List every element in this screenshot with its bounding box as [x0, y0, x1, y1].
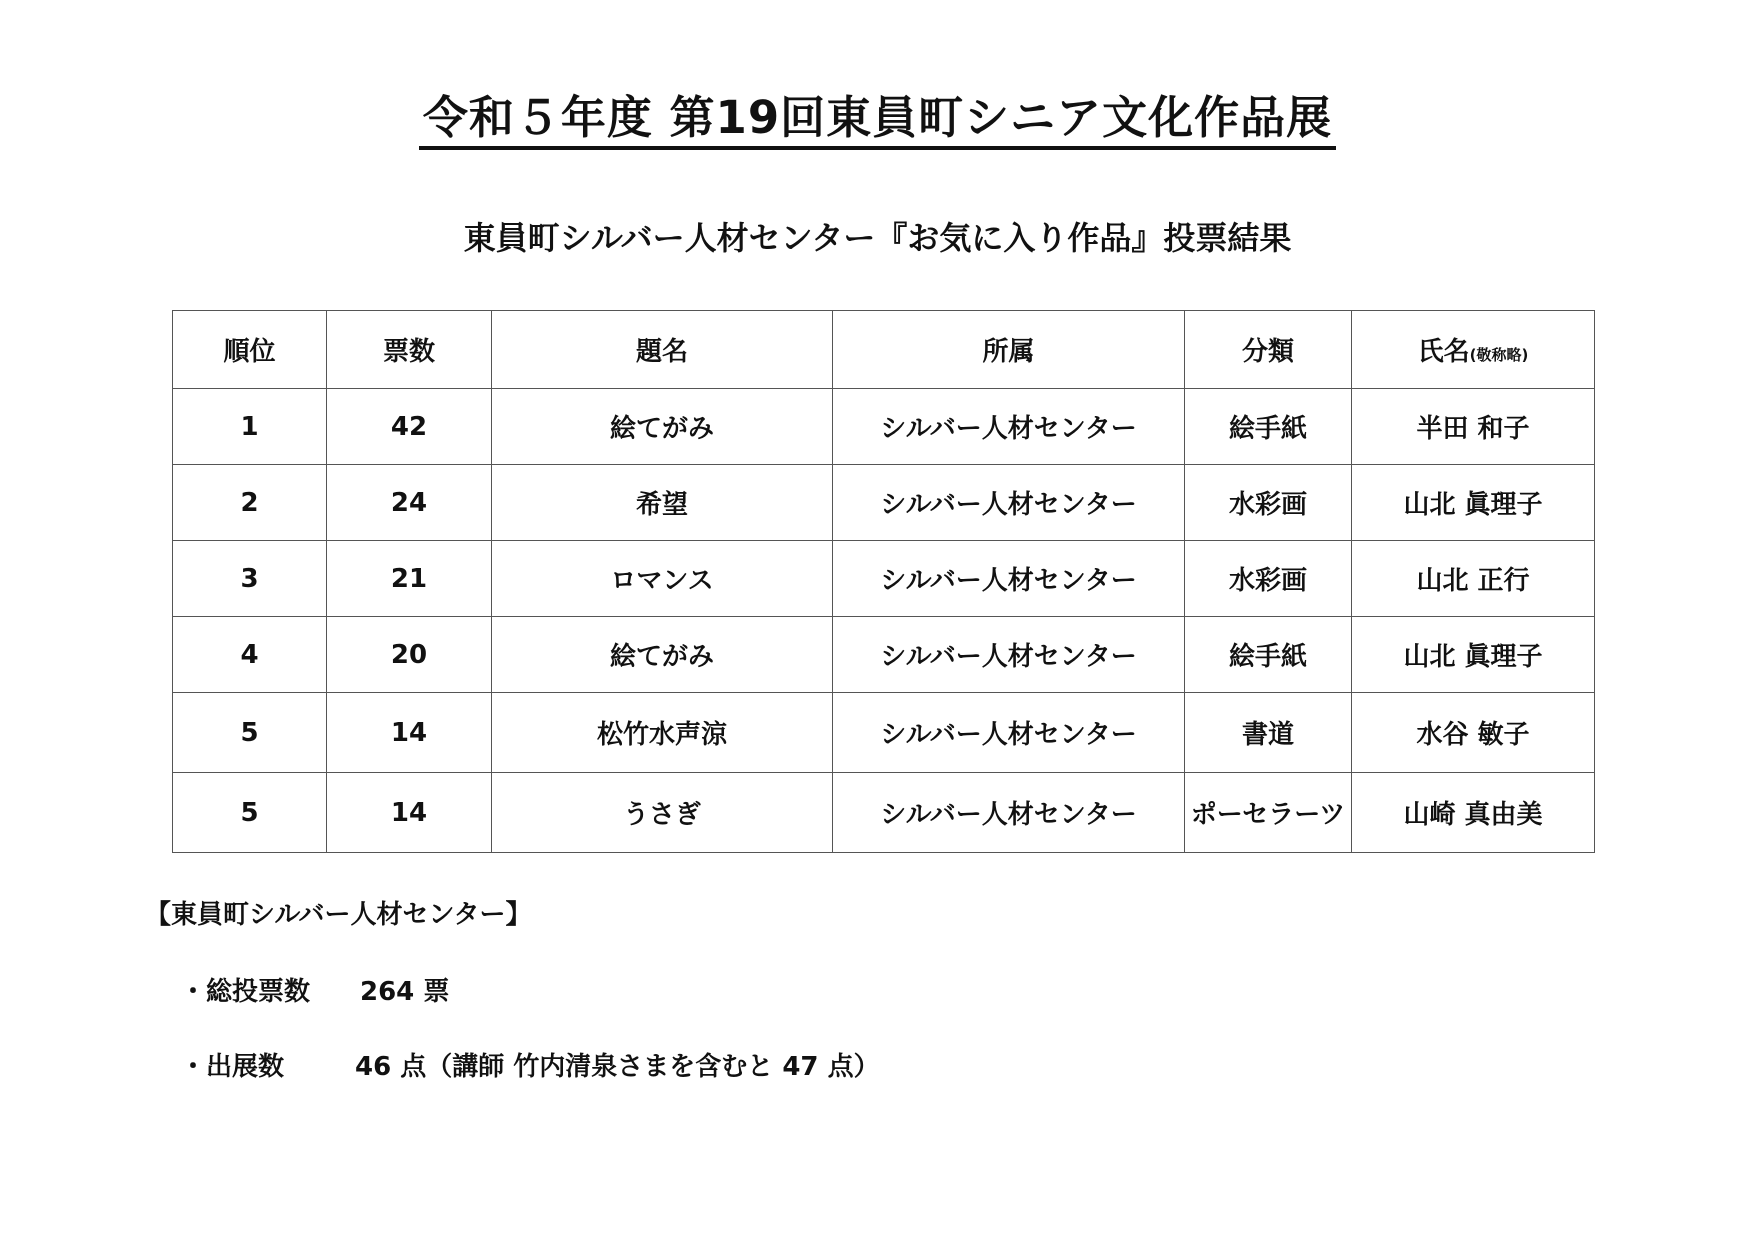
- cell-name: 山北 正行: [1352, 541, 1595, 617]
- cell-votes: 42: [327, 389, 492, 465]
- header-name: [1352, 311, 1595, 389]
- cell-work-title: 絵てがみ: [492, 389, 833, 465]
- cell-affiliation: シルバー人材センター: [833, 617, 1185, 693]
- results-table: [172, 310, 1595, 853]
- cell-affiliation: シルバー人材センター: [833, 465, 1185, 541]
- table-row: [173, 773, 1595, 853]
- cell-votes: 21: [327, 541, 492, 617]
- exhibits-label: ・出展数: [180, 1052, 285, 1082]
- cell-work-title: 松竹水声涼: [492, 693, 833, 773]
- cell-votes: 24: [327, 465, 492, 541]
- cell-name: 山崎 真由美: [1352, 773, 1595, 853]
- header-affiliation: 所属: [833, 311, 1185, 389]
- cell-rank: 5: [173, 693, 327, 773]
- cell-work-title: ロマンス: [492, 541, 833, 617]
- cell-category: 水彩画: [1185, 465, 1352, 541]
- cell-rank: 5: [173, 773, 327, 853]
- cell-affiliation: シルバー人材センター: [833, 389, 1185, 465]
- cell-affiliation: シルバー人材センター: [833, 541, 1185, 617]
- cell-name: 山北 眞理子: [1352, 617, 1595, 693]
- cell-name: 水谷 敏子: [1352, 693, 1595, 773]
- cell-name: 山北 眞理子: [1352, 465, 1595, 541]
- cell-work-title: 希望: [492, 465, 833, 541]
- header-work-title: 題名: [492, 311, 833, 389]
- page-title: 令和５年度 第19回東員町シニア文化作品展: [419, 92, 1336, 150]
- header-votes: 票数: [327, 311, 492, 389]
- cell-work-title: 絵てがみ: [492, 617, 833, 693]
- table-row: [173, 617, 1595, 693]
- exhibits-value: 46 点（講師 竹内清泉さまを含むと 47 点）: [355, 1052, 880, 1082]
- table-row: [173, 389, 1595, 465]
- cell-rank: 3: [173, 541, 327, 617]
- total-votes-label: ・総投票数: [180, 977, 311, 1007]
- header-name-label: 氏名: [1417, 337, 1470, 367]
- cell-rank: 2: [173, 465, 327, 541]
- cell-rank: 1: [173, 389, 327, 465]
- cell-votes: 14: [327, 693, 492, 773]
- title-container: [0, 92, 1755, 150]
- table-row: [173, 541, 1595, 617]
- summary-heading: 【東員町シルバー人材センター】: [145, 900, 532, 930]
- page-subtitle: 東員町シルバー人材センター『お気に入り作品』投票結果: [463, 219, 1292, 257]
- table-header-row: [173, 311, 1595, 389]
- total-votes-line: [180, 975, 449, 1009]
- cell-category: 絵手紙: [1185, 617, 1352, 693]
- table-row: [173, 465, 1595, 541]
- cell-rank: 4: [173, 617, 327, 693]
- table-row: [173, 693, 1595, 773]
- header-name-note: (敬称略): [1469, 346, 1529, 364]
- cell-affiliation: シルバー人材センター: [833, 773, 1185, 853]
- exhibits-line: [180, 1050, 880, 1084]
- header-category: 分類: [1185, 311, 1352, 389]
- cell-category: 書道: [1185, 693, 1352, 773]
- cell-affiliation: シルバー人材センター: [833, 693, 1185, 773]
- cell-category: 水彩画: [1185, 541, 1352, 617]
- header-rank: 順位: [173, 311, 327, 389]
- total-votes-value: 264 票: [360, 977, 450, 1007]
- cell-work-title: うさぎ: [492, 773, 833, 853]
- cell-votes: 14: [327, 773, 492, 853]
- cell-name: 半田 和子: [1352, 389, 1595, 465]
- cell-category: ポーセラーツ: [1185, 773, 1352, 853]
- cell-category: 絵手紙: [1185, 389, 1352, 465]
- cell-votes: 20: [327, 617, 492, 693]
